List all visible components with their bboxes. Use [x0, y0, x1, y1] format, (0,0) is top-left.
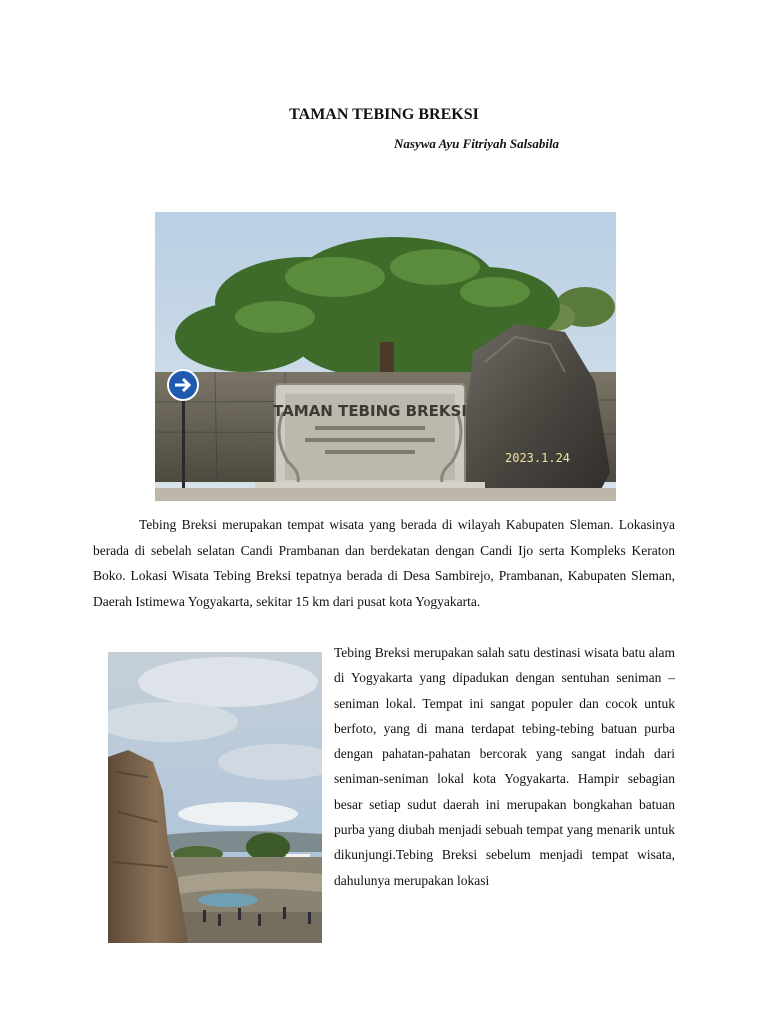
date-stamp: 2023.1.24 [505, 451, 571, 465]
photo-cliff-view [108, 652, 322, 943]
paragraph-1: Tebing Breksi merupakan tempat wisata yang berada di wilayah Kabupaten Sleman. Lokasinya berada di sebelah selatan Candi Prambanan dan berdekatan dengan Candi Ijo serta Kompleks Keraton Boko. Lokasi Wisata Tebing Breksi tepatnya berada di Desa Sambirejo, Prambanan, Kabupaten Sleman, Daerah Istimewa Yogyakarta, sekitar 15 km dari pusat kota Yogyakarta. [93, 517, 675, 609]
photo-entrance-sign [155, 212, 616, 501]
sign-title-text: TAMAN TEBING BREKSI [273, 402, 467, 420]
author-name: Nasywa Ayu Fitriyah Salsabila [394, 136, 560, 151]
document-title: TAMAN TEBING BREKSI [289, 106, 479, 123]
paragraph-2: Tebing Breksi merupakan salah satu destinasi wisata batu alam di Yogyakarta yang dipadukan dengan sentuhan seniman – seniman lokal. Tempat ini sangat populer dan cocok untuk berfoto, yang di mana terdapat tebing-tebing batuan purba dengan pahatan-pahatan bercorak yang sangat indah dari seniman-seniman lokal kota Yogyakarta. Hampir sebagian besar setiap sudut daerah ini merupakan bongkahan batuan purba yang diubah menjadi sebuah tempat yang menarik untuk dikunjungi.Tebing Breksi sebelum menjadi tempat wisata, dahulunya merupakan lokasi [334, 645, 675, 888]
